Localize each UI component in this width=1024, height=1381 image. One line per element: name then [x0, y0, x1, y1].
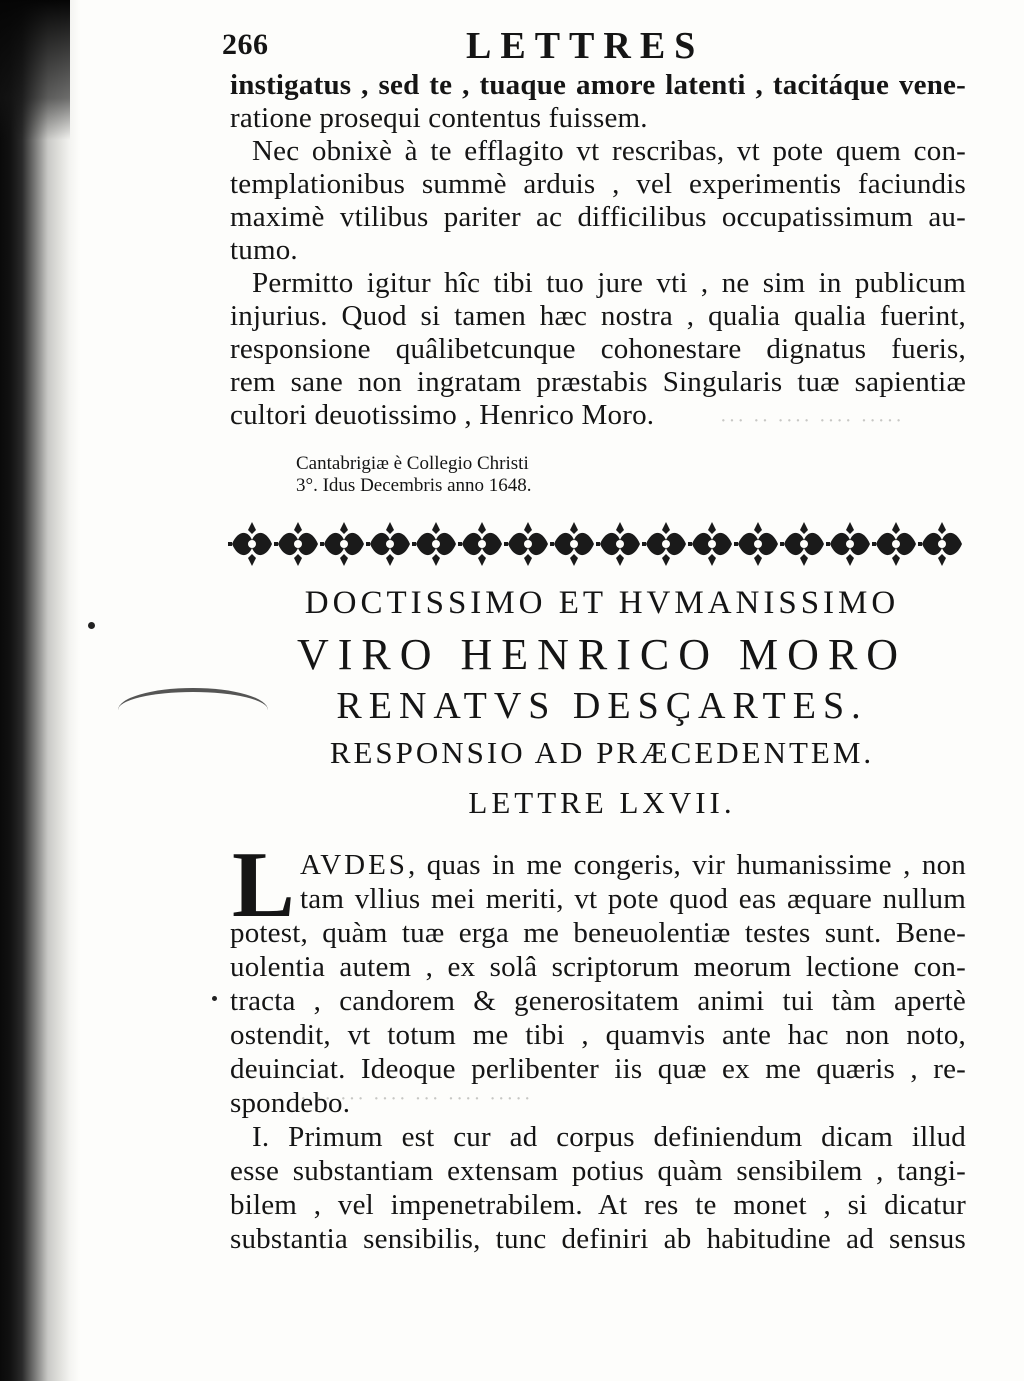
bleed-through-text: · ·· ··· ···· ··· ···· ·····	[300, 1088, 533, 1110]
text-line: ostendit, vt totum me tibi , quamvis ante hac non noto,	[230, 1019, 966, 1051]
dateline-place: Cantabrigiæ è Collegio Christi	[296, 453, 529, 474]
running-title: LETTRES	[466, 25, 705, 67]
running-head	[222, 24, 962, 67]
letter-heading-line-1: DOCTISSIMO ET HVMANISSIMO	[304, 585, 900, 621]
text-line: instigatus , sed te , tuaque amore latenti , tacitáque vene-	[230, 69, 966, 101]
text-line: tumo.	[230, 234, 298, 266]
text-line: I. Primum est cur ad corpus definiendum dicam illud	[252, 1121, 966, 1153]
letter-heading-line-3: RENATVS DESÇARTES.	[336, 685, 868, 727]
text-line: tam vllius mei meriti, vt pote quod eas æquare nullum	[300, 883, 966, 915]
page-number: 266	[222, 28, 269, 61]
letter-number: LETTRE LXVII.	[468, 785, 736, 820]
drop-cap: L	[232, 833, 295, 937]
bleed-through-text: ··· ·· ···· ···· ·····	[720, 410, 904, 432]
text-line: templationibus summè arduis , vel experimentis faciundis	[230, 168, 966, 200]
text-line: potest, quàm tuæ erga me beneuolentiæ testes sunt. Bene-	[230, 917, 966, 949]
dateline-date: 3°. Idus Decembris anno 1648.	[296, 475, 532, 496]
text-line: rem sane non ingratam præstabis Singularis tuæ sapientiæ	[230, 366, 966, 398]
ornamental-band	[228, 520, 968, 568]
text-line: maximè vtilibus pariter ac difficilibus occupatissimum au-	[230, 201, 966, 233]
text-line: uolentia autem , ex solâ scriptorum meorum lectione con-	[230, 951, 966, 983]
text-line: cultori deuotissimo , Henrico Moro.	[230, 399, 655, 431]
text-line: spondebo.	[230, 1087, 351, 1119]
letter-body	[230, 848, 966, 1255]
text-line: responsione quâlibetcunque cohonestare dignatus fueris,	[230, 333, 966, 365]
text-line-rest: , quas in me congeris, vir humanissime , non	[407, 849, 966, 881]
text-line: substantia sensibilis, tunc definiri ab habitudine ad sensus	[230, 1223, 966, 1255]
text-line	[300, 848, 966, 882]
lead-word: AVDES	[300, 849, 408, 881]
text-line: esse substantiam extensam potius quàm sensibilem , tangi-	[230, 1155, 966, 1187]
text-line: Nec obnixè à te efflagito vt rescribas, vt pote quem con-	[252, 135, 966, 167]
scan-corner-shadow	[0, 0, 70, 140]
text-line: Permitto igitur hîc tibi tuo jure vti , ne sim in publicum	[252, 267, 966, 299]
previous-letter-ending	[230, 68, 966, 431]
text-line: tracta , candorem & generositatem animi tui tàm apertè	[230, 985, 966, 1017]
ink-speck	[212, 996, 217, 1001]
letter-heading-line-2: VIRO HENRICO MORO	[296, 630, 908, 679]
text-line: deuinciat. Ideoque perlibenter iis quæ ex me quæris , re-	[230, 1053, 966, 1085]
text-line: bilem , vel impenetrabilem. At res te monet , si dicatur	[230, 1189, 966, 1221]
text-line: injurius. Quod si tamen hæc nostra , qualia qualia fuerint,	[230, 300, 966, 332]
ink-speck	[88, 622, 95, 629]
text-line: ratione prosequi contentus fuissem.	[230, 102, 648, 134]
letter-heading-line-4: RESPONSIO AD PRÆCEDENTEM.	[329, 735, 875, 770]
page-gutter-shadow	[0, 0, 80, 1381]
